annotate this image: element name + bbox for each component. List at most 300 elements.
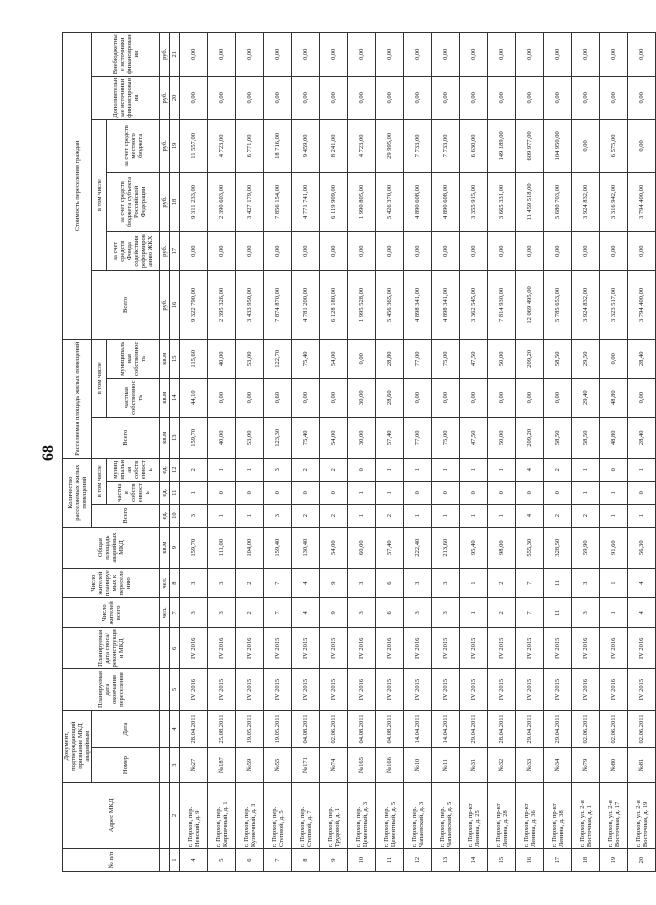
table-cell: 8 [292, 849, 320, 872]
table-cell: 75,40 [292, 417, 320, 458]
column-index-cell: 20 [170, 76, 180, 119]
header-people-total: Число жителей всего [63, 598, 160, 628]
header-count-total: Всего [92, 504, 160, 527]
table-cell: 1 990 805,00 [348, 172, 376, 232]
table-cell: 0,00 [376, 76, 404, 119]
table-cell: 0,00 [404, 232, 432, 271]
table-cell: г. Порхов, пр-кт Ленина, д. 25 [460, 782, 488, 848]
table-cell: 0 [404, 481, 432, 504]
table-cell: 609 977,00 [516, 120, 544, 173]
table-cell: 19 [600, 849, 628, 872]
table-cell: 159,70 [180, 527, 208, 568]
column-index-cell: 9 [170, 527, 180, 568]
table-cell: 0,00 [404, 33, 432, 77]
table-cell: 02.06.2011 [600, 710, 628, 748]
table-cell: №34 [544, 748, 572, 782]
table-row [572, 33, 600, 872]
column-index-cell: 14 [170, 378, 180, 417]
table-row [236, 33, 264, 872]
table-cell: №74 [320, 748, 348, 782]
table-cell: 77,00 [404, 417, 432, 458]
table-cell: 123,30 [264, 417, 292, 458]
unit-cell: ед. [160, 458, 170, 481]
table-cell: 0,00 [208, 76, 236, 119]
unit-cell: кв.м [160, 339, 170, 378]
table-cell: 0,00 [432, 232, 460, 271]
table-cell: 1 [572, 481, 600, 504]
table-cell: 1 [208, 504, 236, 527]
column-index-cell: 18 [170, 172, 180, 232]
table-cell: 13 [432, 849, 460, 872]
table-cell: 1 [236, 458, 264, 481]
table-cell: 40,00 [208, 339, 236, 378]
table-cell: 0 [320, 481, 348, 504]
table-cell: IV 2015 [264, 628, 292, 669]
table-cell: 58,50 [544, 339, 572, 378]
table-cell: 5 [208, 849, 236, 872]
table-cell: 2 [376, 504, 404, 527]
table-cell: №165 [348, 748, 376, 782]
table-row [376, 33, 404, 872]
table-cell: 0,00 [236, 378, 264, 417]
table-cell: 0,00 [180, 76, 208, 119]
table-cell: №27 [180, 748, 208, 782]
table-cell: 12 [404, 849, 432, 872]
table-cell: 0,00 [488, 33, 516, 77]
table-cell: 0 [292, 481, 320, 504]
table-cell: №11 [432, 748, 460, 782]
table-cell: г. Порхов, пер. Кирпичный, д. 1 [208, 782, 236, 848]
header-area-premises: Расселяемая площадь жилых помещений [63, 339, 92, 458]
table-cell: 1 [488, 504, 516, 527]
column-index-cell: 3 [170, 748, 180, 782]
table-cell: 122,70 [264, 339, 292, 378]
table-cell: 0,00 [404, 76, 432, 119]
table-cell: 1 [600, 568, 628, 598]
table-cell: 3 427 179,00 [236, 172, 264, 232]
table-cell: 29,50 [572, 339, 600, 378]
table-cell: 18 716,00 [264, 120, 292, 173]
table-cell: 2 [292, 458, 320, 481]
table-cell: 222,40 [404, 527, 432, 568]
column-index-cell: 12 [170, 458, 180, 481]
table-cell: 0,00 [348, 339, 376, 378]
table-cell: 0 [488, 481, 516, 504]
table-cell: 5 785 653,00 [544, 271, 572, 340]
table-cell: 9 322 790,00 [180, 271, 208, 340]
unit-cell [160, 628, 170, 669]
rotated-document [62, 32, 649, 872]
table-row [348, 33, 376, 872]
page-number: 68 [40, 445, 57, 461]
table-cell: 104,00 [236, 527, 264, 568]
table-cell: 3 323 517,00 [600, 271, 628, 340]
table-cell: 29,40 [572, 378, 600, 417]
table-cell: 3 924 832,00 [572, 271, 600, 340]
table-cell: 57,40 [376, 527, 404, 568]
table-cell: IV 2016 [376, 628, 404, 669]
table-cell: 7 874 870,00 [264, 271, 292, 340]
table-cell: 0 [544, 481, 572, 504]
table-cell: 0,00 [488, 232, 516, 271]
table-cell: IV 2015 [404, 669, 432, 710]
table-cell: 0,60 [264, 378, 292, 417]
table-cell: 4 898 341,00 [432, 271, 460, 340]
table-cell: 0,00 [432, 33, 460, 77]
table-cell: 3 794 400,00 [628, 172, 656, 232]
table-cell: 104 950,00 [544, 120, 572, 173]
table-cell: №59 [236, 748, 264, 782]
table-cell: 9 311 233,00 [180, 172, 208, 232]
table-cell: 16 [516, 849, 544, 872]
header-extra: Дополнительные источники финансирования [92, 76, 160, 119]
unit-cell: ед. [160, 504, 170, 527]
table-cell: 6 630,00 [460, 120, 488, 173]
table-cell: 58,50 [544, 417, 572, 458]
column-index-cell: 13 [170, 417, 180, 458]
table-cell: 0,00 [572, 120, 600, 173]
table-cell: 0,00 [460, 33, 488, 77]
table-cell: 0,00 [628, 378, 656, 417]
table-cell: 1 [404, 504, 432, 527]
table-row [180, 33, 208, 872]
table-cell: 0,00 [432, 76, 460, 119]
table-cell: IV 2015 [432, 628, 460, 669]
table-cell: 0,00 [236, 232, 264, 271]
unit-cell [160, 782, 170, 848]
table-cell: 44,10 [180, 378, 208, 417]
table-cell: 1 [376, 458, 404, 481]
header-address: Адрес МКД [63, 782, 160, 848]
table-cell: 02.06.2011 [572, 710, 600, 748]
table-cell: 2 [544, 504, 572, 527]
table-cell: 0,00 [320, 378, 348, 417]
table-cell: 2 [236, 598, 264, 628]
table-cell: 0,00 [208, 378, 236, 417]
table-cell: 0,00 [264, 76, 292, 119]
table-cell: 3 [404, 598, 432, 628]
table-cell: 3 665 331,00 [488, 172, 516, 232]
unit-cell: руб. [160, 232, 170, 271]
table-cell: 1 [432, 458, 460, 481]
table-cell: 7 [516, 598, 544, 628]
unit-cell [160, 748, 170, 782]
table-cell: №166 [376, 748, 404, 782]
table-cell: 3 [348, 598, 376, 628]
table-cell: 3 [180, 568, 208, 598]
header-planned-end: Планируемая дата окончания переселения [63, 669, 160, 710]
table-cell: г. Порхов, пр-кт Ленина, д. 36 [516, 782, 544, 848]
table-cell: 0,00 [264, 232, 292, 271]
table-cell: 4 [292, 568, 320, 598]
table-cell: г. Порхов, пер. Кузнечный, д. 3 [236, 782, 264, 848]
table-cell: 1 [628, 458, 656, 481]
table-cell: 213,60 [432, 527, 460, 568]
header-area-mkd: Общая площадь аварийных МКД [63, 527, 160, 568]
header-fund: за счет средств Фонда содействия реформированию ЖКХ [107, 232, 160, 271]
table-cell: 2 [320, 504, 348, 527]
table-cell: 7 856 154,00 [264, 172, 292, 232]
table-cell: 1 [432, 504, 460, 527]
table-cell: 1 [460, 504, 488, 527]
table-cell: 1 995 528,00 [348, 271, 376, 340]
table-cell: IV 2015 [516, 628, 544, 669]
table-cell: IV 2015 [460, 669, 488, 710]
table-cell: 40,00 [208, 417, 236, 458]
table-cell: 209,20 [516, 417, 544, 458]
table-cell: 75,00 [432, 417, 460, 458]
table-cell: 50,00 [488, 417, 516, 458]
table-cell: 4 890 608,00 [432, 172, 460, 232]
table-cell: IV 2016 [348, 669, 376, 710]
table-cell: IV 2016 [572, 669, 600, 710]
table-cell: 1 [348, 504, 376, 527]
table-cell: 02.06.2011 [628, 710, 656, 748]
table-cell: 1 [376, 481, 404, 504]
table-cell: 0,00 [348, 232, 376, 271]
table-cell: 1 [600, 504, 628, 527]
table-cell: 0 [600, 458, 628, 481]
table-cell: №81 [628, 748, 656, 782]
table-cell: IV 2015 [628, 669, 656, 710]
table-cell: 28,80 [376, 339, 404, 378]
table-cell: 4 [516, 458, 544, 481]
table-cell: №31 [460, 748, 488, 782]
table-cell: 9 [320, 849, 348, 872]
table-row [292, 33, 320, 872]
column-index-cell: 4 [170, 710, 180, 748]
table-row [320, 33, 348, 872]
table-cell: 0,00 [348, 33, 376, 77]
table-cell: 7 [516, 568, 544, 598]
header-local: за счет средств местного бюджета [107, 120, 160, 173]
header-cost-total: Всего [92, 271, 160, 340]
table-cell: IV 2016 [572, 628, 600, 669]
table-cell: 4 781 200,00 [292, 271, 320, 340]
table-cell: 0,00 [236, 33, 264, 77]
table-cell: 9 459,00 [292, 120, 320, 173]
table-cell: 0,00 [376, 33, 404, 77]
unit-cell: руб. [160, 172, 170, 232]
table-cell: 28.04.2011 [488, 710, 516, 748]
table-cell: 4 898 341,00 [404, 271, 432, 340]
table-cell: IV 2015 [208, 669, 236, 710]
header-count-municipal: муниципальная собственность [107, 458, 160, 481]
header-doc-date: Дата [92, 710, 160, 748]
table-cell: 0,00 [292, 232, 320, 271]
table-cell: 1 [460, 568, 488, 598]
table-cell: 3 [208, 568, 236, 598]
table-cell: 17 [544, 849, 572, 872]
unit-cell: кв.м [160, 527, 170, 568]
table-cell: 9 [320, 598, 348, 628]
table-cell: 77,00 [404, 339, 432, 378]
table-cell: IV 2016 [404, 628, 432, 669]
table-cell: №55 [264, 748, 292, 782]
table-cell: 3 [180, 504, 208, 527]
table-cell: 0,00 [320, 33, 348, 77]
table-cell: 1 [236, 504, 264, 527]
table-cell: 2 [488, 568, 516, 598]
table-cell: 1 [348, 481, 376, 504]
table-cell: 12 069 495,00 [516, 271, 544, 340]
table-cell: 0,00 [516, 232, 544, 271]
table-cell: 11 557,00 [180, 120, 208, 173]
table-cell: 02.06.2011 [320, 710, 348, 748]
table-cell: 6 119 909,00 [320, 172, 348, 232]
unit-cell: чел. [160, 568, 170, 598]
table-cell: 1 [180, 481, 208, 504]
table-cell: 2 [180, 458, 208, 481]
table-cell: 48,80 [600, 378, 628, 417]
unit-cell: кв.м [160, 378, 170, 417]
table-cell: 0,00 [460, 76, 488, 119]
table-cell: 48,80 [600, 417, 628, 458]
table-cell: г. Порхов, пр-кт Ленина, д. 28 [488, 782, 516, 848]
table-cell: 3 794 400,00 [628, 271, 656, 340]
table-cell: 54,00 [320, 527, 348, 568]
table-cell: 0,00 [460, 232, 488, 271]
table-cell: 0,00 [516, 76, 544, 119]
table-cell: 1 [488, 458, 516, 481]
table-cell: 0,00 [264, 33, 292, 77]
table-cell: IV 2015 [264, 669, 292, 710]
table-cell: г. Порхов, пер. Невский, д. 9 [180, 782, 208, 848]
table-cell: 0,00 [600, 76, 628, 119]
table-row [628, 33, 656, 872]
table-cell: 0,00 [320, 232, 348, 271]
table-cell: 0,00 [348, 76, 376, 119]
table-cell: г. Порхов, пер. Чапаевский, д. 3 [404, 782, 432, 848]
table-cell: 0 [516, 481, 544, 504]
table-cell: 3 [432, 568, 460, 598]
table-cell: 04.08.2011 [348, 710, 376, 748]
table-cell: 98,00 [488, 527, 516, 568]
table-cell: 5 680 703,00 [544, 172, 572, 232]
table-cell: 0,00 [488, 378, 516, 417]
table-cell: 28,40 [628, 417, 656, 458]
column-index-row [170, 33, 180, 872]
table-cell: 4 771 741,00 [292, 172, 320, 232]
table-cell: 59,90 [572, 527, 600, 568]
unit-cell: руб. [160, 76, 170, 119]
table-cell: 11 [544, 598, 572, 628]
table-cell: №79 [572, 748, 600, 782]
table-cell: 0,00 [628, 76, 656, 119]
table-cell: 30,00 [348, 378, 376, 417]
unit-cell: ед. [160, 481, 170, 504]
table-cell: 0,00 [292, 33, 320, 77]
column-index-cell: 6 [170, 628, 180, 669]
table-cell: 1 [460, 598, 488, 628]
header-planned-demolish: Планируемая дата сноса/реконструкции МКД [63, 628, 160, 669]
table-cell: 29.04.2011 [460, 710, 488, 748]
table-cell: 50,00 [488, 339, 516, 378]
table-cell: 0,00 [180, 33, 208, 77]
table-cell: 2 [236, 568, 264, 598]
table-cell: 4 723,00 [208, 120, 236, 173]
header-doc: Документ, подтверждающий признание МКД аварийным [63, 710, 92, 782]
table-cell: г. Порхов, пер. Цементный, д. 5 [376, 782, 404, 848]
table-cell: 1 [628, 504, 656, 527]
table-cell: 0,00 [628, 33, 656, 77]
table-cell: 149 189,00 [488, 120, 516, 173]
table-cell: 3 [572, 568, 600, 598]
table-cell: 3 355 915,00 [460, 172, 488, 232]
unit-cell: кв.м [160, 417, 170, 458]
table-row [432, 33, 460, 872]
table-cell: IV 2015 [516, 669, 544, 710]
table-cell: 75,00 [432, 339, 460, 378]
table-cell: 0,00 [516, 378, 544, 417]
table-cell: №187 [208, 748, 236, 782]
table-cell: 28,40 [628, 339, 656, 378]
unit-cell: руб. [160, 271, 170, 340]
table-cell: 2 395 326,00 [208, 271, 236, 340]
table-cell: 56,30 [628, 527, 656, 568]
table-cell: №10 [404, 748, 432, 782]
table-cell: 0,00 [572, 232, 600, 271]
table-cell: 3 [180, 598, 208, 628]
table-cell: 130,40 [292, 527, 320, 568]
table-cell: 25.08.2011 [208, 710, 236, 748]
table-row [404, 33, 432, 872]
header-area-in-that: в том числе [92, 339, 107, 417]
table-cell: 6 575,00 [600, 120, 628, 173]
table-cell: IV 2016 [600, 669, 628, 710]
table-cell: г. Порхов, ул. 2-я Восточная, д. 19 [628, 782, 656, 848]
unit-cell: руб. [160, 33, 170, 77]
table-cell: 0,00 [572, 76, 600, 119]
header-subject: за счет средств бюджета субъекта Российской Федерации [107, 172, 160, 232]
table-cell: 29.04.2011 [544, 710, 572, 748]
table-cell: IV 2016 [180, 628, 208, 669]
table-cell: IV 2016 [348, 628, 376, 669]
table-cell: IV 2015 [376, 669, 404, 710]
table-cell: 91,60 [600, 527, 628, 568]
table-cell: 0,00 [600, 339, 628, 378]
table-cell: 1 [404, 458, 432, 481]
table-cell: 95,40 [460, 527, 488, 568]
header-area-total: Всего [92, 417, 160, 458]
table-cell: IV 2015 [488, 669, 516, 710]
table-cell: 6 [376, 598, 404, 628]
table-cell: г. Порхов, ул. 2-я Восточная, д. 17 [600, 782, 628, 848]
table-row [544, 33, 572, 872]
table-cell: 29 995,00 [376, 120, 404, 173]
unit-cell: руб. [160, 120, 170, 173]
table-cell: 0 [432, 481, 460, 504]
table-cell: 7 [264, 568, 292, 598]
table-cell: 6 771,00 [236, 120, 264, 173]
header-area-private: частная собственность [107, 378, 160, 417]
table-cell: 0 [264, 481, 292, 504]
table-cell: 3 924 832,00 [572, 172, 600, 232]
table-cell: 0,00 [628, 232, 656, 271]
table-cell: 5 426 370,00 [376, 172, 404, 232]
header-area-municipal: муниципальная собственность [107, 339, 160, 378]
table-cell: №32 [488, 748, 516, 782]
header-num: № п/п [63, 849, 160, 872]
table-cell: 10 [348, 849, 376, 872]
table-cell: 111,00 [208, 527, 236, 568]
table-row [264, 33, 292, 872]
table-cell: 0,00 [432, 378, 460, 417]
table-cell: IV 2015 [544, 628, 572, 669]
table-cell: 159,40 [264, 527, 292, 568]
table-cell: 6 [236, 849, 264, 872]
table-cell: №171 [292, 748, 320, 782]
